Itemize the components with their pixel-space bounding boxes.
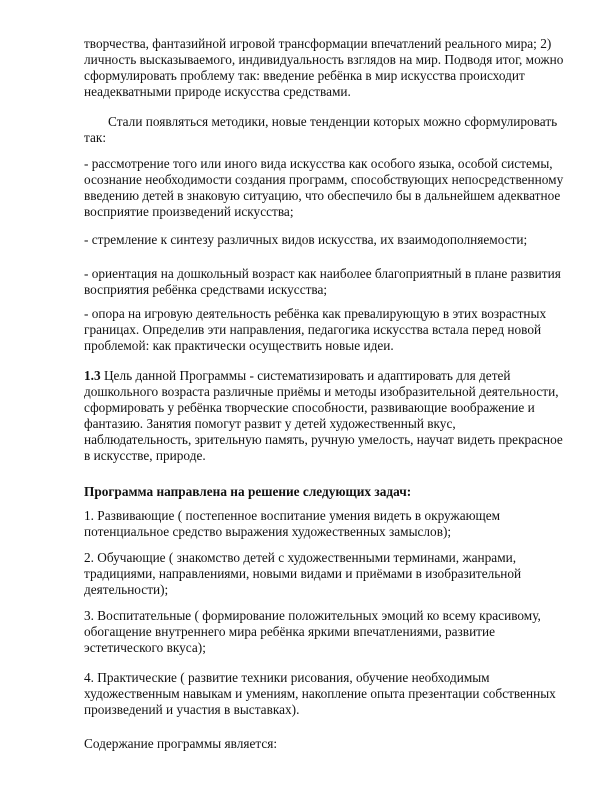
paragraph-text: - ориентация на дошкольный возраст как наиболее благоприятный в плане развития восприятия ребёнка средствами искусства;	[84, 266, 561, 297]
paragraph-text: творчества, фантазийной игровой трансформации впечатлений реального мира; 2) личность высказываемого, индивидуальность взглядов на мир. Подводя итог, можно сформулировать проблему так: введение ребёнка в мир искусства происходит неадекватными природе искусства средствами.	[84, 36, 564, 99]
paragraph-text: Цель данной Программы - систематизировать и адаптировать для детей дошкольного возраста различные приёмы и методы изобразительной деятельности, сформировать у ребёнка творческие способности, развивающие воображение и фантазию. Занятия помогут развит у детей художественный вкус, наблюдательность, зрительную память, ручную умелость, научат видеть прекрасное в искусстве, природе.	[84, 368, 563, 463]
task-educational	[84, 608, 564, 656]
task-teaching	[84, 550, 564, 598]
paragraph-text: 1. Развивающие ( постепенное воспитание умения видеть в окружающем потенциальное средство выражения художественных замыслов);	[84, 508, 501, 539]
list-item-play	[84, 306, 564, 354]
paragraph-text: - стремление к синтезу различных видов искусства, их взаимодополняемости;	[84, 232, 528, 247]
tasks-heading	[84, 484, 564, 500]
paragraph-text: - рассмотрение того или иного вида искусства как особого языка, особой системы, осознание необходимости создания программ, способствующих непосредственному введению детей в знаковую ситуацию, что обеспечило бы в дальнейшем адекватное восприятие произведений искусства;	[84, 156, 564, 219]
paragraph-text: 3. Воспитательные ( формирование положительных эмоций ко всему красивому, обогащение внутреннего мира ребёнка яркими впечатлениями, развитие эстетического вкуса);	[84, 608, 541, 655]
section-goal	[84, 368, 564, 464]
list-item-synthesis	[84, 232, 564, 248]
paragraph-intro	[84, 36, 564, 100]
list-item-preschool	[84, 266, 564, 298]
paragraph-text: Содержание программы является:	[84, 736, 278, 751]
paragraph-text: - опора на игровую деятельность ребёнка как превалирующую в этих возрастных границах. Определив эти направления, педагогика искусства встала перед новой проблемой: как практически осуществить новые идеи.	[84, 306, 547, 353]
list-item-language	[84, 156, 564, 220]
program-content	[84, 736, 564, 752]
paragraph-text: 4. Практические ( развитие техники рисования, обучение необходимым художественным навыкам и умениям, накопление опыта презентации собственных произведений и участия в выставках).	[84, 670, 556, 717]
paragraph-text: Стали появляться методики, новые тенденции которых можно сформулировать так:	[84, 114, 558, 145]
paragraph-text: 2. Обучающие ( знакомство детей с художественными терминами, жанрами, традициями, направлениями, новыми видами и приёмами в изобразительной деятельности);	[84, 550, 522, 597]
paragraph-methods	[84, 114, 564, 146]
section-number: 1.3	[84, 368, 101, 383]
heading-text: Программа направлена на решение следующих задач:	[84, 484, 412, 499]
task-developing	[84, 508, 564, 540]
task-practical	[84, 670, 564, 718]
